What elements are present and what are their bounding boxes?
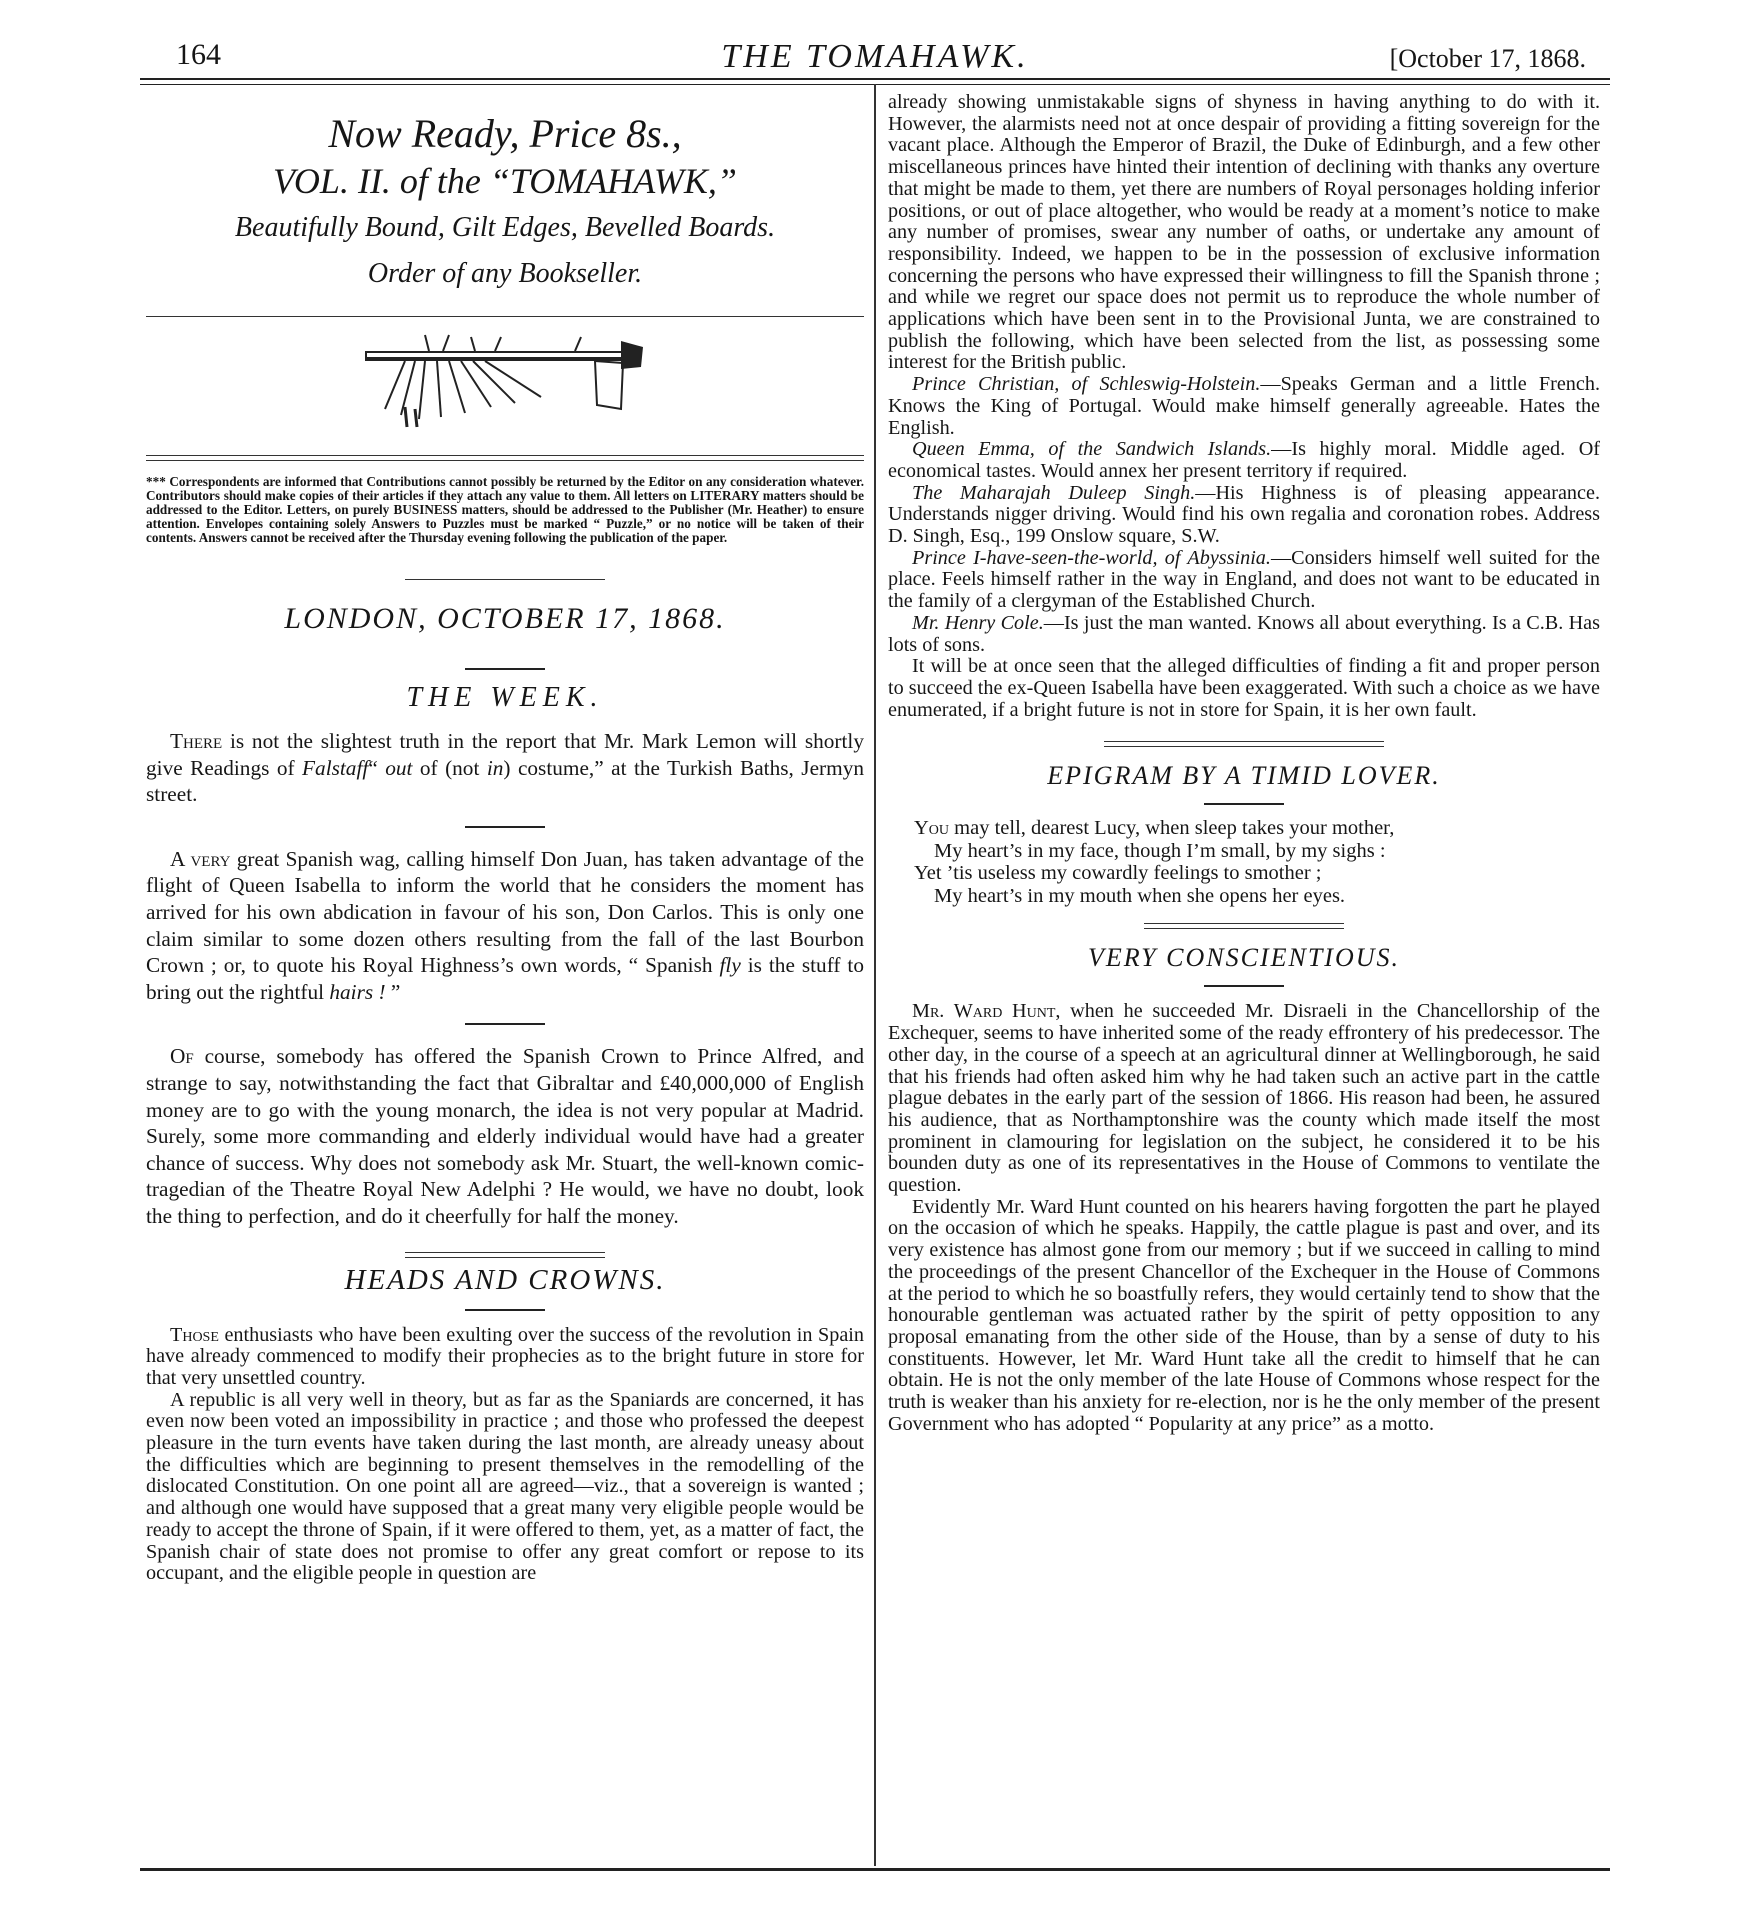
dateline: LONDON, OCTOBER 17, 1868. xyxy=(284,602,726,635)
advert-volume: VOL. II. of the “TOMAHAWK,” xyxy=(273,161,737,201)
divider xyxy=(465,826,545,828)
divider xyxy=(1144,923,1344,929)
divider xyxy=(465,1023,545,1025)
divider xyxy=(1204,803,1284,805)
epigram-poem: You may tell, dearest Lucy, when sleep takes your mother, My heart’s in my face, though I’m small, by my sighs : Yet ’tis useless my cowardly feelings to smother ; My heart’s in my mouth when she opens her eyes. xyxy=(914,817,1395,907)
divider xyxy=(146,316,864,317)
section-heading-conscientious: VERY CONSCIENTIOUS. xyxy=(1088,943,1400,973)
right-column xyxy=(888,92,1600,1435)
divider xyxy=(405,579,605,580)
advert-binding: Beautifully Bound, Gilt Edges, Bevelled Boards. xyxy=(234,212,776,243)
advert-headline: Now Ready, Price 8s., xyxy=(328,111,682,156)
conscientious-article: Mr. Ward Hunt, when he succeeded Mr. Disraeli in the Chancellorship of the Exchequer, seems to have inherited some of the ready effrontery of his predecessor. The other day, in the course of a speech at an agricultural dinner at Wellingborough, he said that his friends had often asked him why he had taken such an active part in the cattle plague debates in the early part of the session of 1866. His reason had been, he assured his audience, that as Northamptonshire was the county which made itself the most prominent in clamouring for legislation on the subject, he considered it to be his bounden duty as one of its representatives in the House of Commons to ventilate the question. Evidently Mr. Ward Hunt counted on his hearers having forgotten the part he played on the occasion of which he speaks. Happily, the cattle plague is past and over, and its very existence has almost gone from our memory ; but if we succeed in calling to mind the proceedings of the present Chancellor of the Exchequer in the House of Commons at the period to which he so boastfully refers, they would certainly tend to show that the honourable gentleman was actuated rather by the spirit of petty opposition to any proposal emanating from the other side of the House, than by a sense of duty to his constituents. However, let Mr. Ward Hunt take all the credit to himself that he can obtain. He is not the only member of the late House of Commons whose respect for the truth is weaker than his anxiety for re-election, nor is he the only member of the present Government who has adopted “ Popularity at any price” as a motto. xyxy=(888,1000,1600,1435)
heads-article-left: Those enthusiasts who have been exulting over the success of the revolution in Spain have already commenced to modify their prophecies as to the bright future in store for that very unsettled country. A republic is all very well in theory, but as far as the Spaniards are concerned, it has even now been voted an impossibility in practice ; and those who professed the deepest pleasure in the turn events have taken during the last month, are already uneasy about the difficulties which are beginning to present themselves in the remodelling of the dislocated Constitution. On one point all are agreed—viz., that a sovereign is wanted ; and although one would have supposed that a great many very eligible people would be ready to accept the throne of Spain, if it were offered to them, yet, as a matter of fact, the Spanish chair of state does not promise to offer any great comfort or repose to its occupant, and the eligible people in question are xyxy=(146,1323,864,1585)
week-item-3: Of course, somebody has offered the Spanish Crown to Prince Alfred, and strange to say, notwithstanding the fact that Gibraltar and £40,000,000 of English money are to go with the young monarch, the idea is not very popular at Madrid. Surely, some more commanding and elderly individual would have had a greater chance of success. Why does not somebody ask Mr. Stuart, the well-known comic-tragedian of the Theatre Royal New Adelphi ? He would, we have no doubt, look the thing to perfection, and do it cheerfully for half the money. xyxy=(146,1044,864,1228)
divider xyxy=(1204,985,1284,987)
notice-text: *** Correspondents are informed that Contributions cannot possibly be returned by the Editor on any consideration whatever. Contributors should make copies of their articles if they attach any value to them. All letters on LITERARY matters should be addressed to the Editor. Letters, on purely BUSINESS matters, should be addressed to the Publisher (Mr. Heather) to ensure attention. Envelopes containing solely Answers to Puzzles must be marked “ Puzzle,” or no notice will be taken of their contents. Answers cannot be received after the Thursday evening following the publication of the paper. xyxy=(146,474,864,545)
page-number: 164 xyxy=(176,38,221,71)
week-item-2: A very great Spanish wag, calling himself Don Juan, has taken advantage of the flight of Queen Isabella to inform the world that he considers the moment has arrived for his own abdication in favour of his son, Don Carlos. This is only one claim similar to some dozen others resulting from the fall of the last Bourbon Crown ; or, to quote his Royal Highness’s own words, “ Spanish fly is the stuff to bring out the rightful hairs ! ” xyxy=(146,846,864,1004)
footer-rule xyxy=(140,1868,1610,1871)
tomahawk-icon xyxy=(345,327,665,437)
column-divider xyxy=(874,84,876,1866)
divider xyxy=(465,668,545,670)
header-rule-top xyxy=(140,78,1610,80)
divider xyxy=(465,1309,545,1311)
page-header xyxy=(140,38,1610,80)
section-heading-heads: HEADS AND CROWNS. xyxy=(344,1263,666,1296)
week-item-1: There is not the slightest truth in the report that Mr. Mark Lemon will shortly give Readings of Falstaff“ out of (not in) costume,” at the Turkish Baths, Jermyn street. xyxy=(146,729,864,807)
masthead-title: THE TOMAHAWK. xyxy=(721,38,1029,75)
divider xyxy=(405,1252,605,1258)
divider xyxy=(146,455,864,461)
tomahawk-illustration xyxy=(146,327,864,447)
advert-order: Order of any Bookseller. xyxy=(367,258,643,289)
section-heading-epigram: EPIGRAM BY A TIMID LOVER. xyxy=(1047,761,1441,791)
correspondents-notice xyxy=(146,475,864,545)
left-column xyxy=(146,92,864,1585)
divider xyxy=(1104,741,1384,747)
section-heading-week: THE WEEK. xyxy=(406,682,604,713)
issue-date: [October 17, 1868. xyxy=(1389,44,1586,73)
heads-article-right: already showing unmistakable signs of shyness in having anything to do with it. However, the alarmists need not at once despair of providing a fitting sovereign for the vacant place. Although the Emperor of Brazil, the Duke of Edinburgh, and a few other miscellaneous princes have hinted their intention of declining with thanks any overture that might be made to them, yet there are numbers of Royal personages holding inferior positions, or out of place altogether, who would be ready at a moment’s notice to make any number of promises, swear any number of oaths, or undertake any amount of responsibility. Indeed, we happen to be in the possession of exclusive information concerning the persons who have expressed their willingness to fill the Spanish throne ; and while we regret our space does not permit us to reproduce the whole number of applications which have been sent in to the Provisional Junta, we are constrained to publish the following, which have been selected from the list, as possessing some interest for the British public. Prince Christian, of Schleswig-Holstein.—Speaks German and a little French. Knows the King of Portugal. Would make himself generally agreeable. Hates the English. Queen Emma, of the Sandwich Islands.—Is highly moral. Middle aged. Of economical tastes. Would annex her present territory if required. The Maharajah Duleep Singh.—His Highness is of pleasing appearance. Understands nigger driving. Would find his own regalia and coronation robes. Address D. Singh, Esq., 199 Onslow square, S.W. Prince I-have-seen-the-world, of Abyssinia.—Considers himself well suited for the place. Feels himself rather in the way in England, and does not want to be educated in the family of a clergyman of the Established Church. Mr. Henry Cole.—Is just the man wanted. Knows all about everything. Is a C.B. Has lots of sons. It will be at once seen that the alleged difficulties of finding a fit and proper person to succeed the ex-Queen Isabella have been exaggerated. With such a choice as we have enumerated, if a bright future is not in store for Spain, it is her own fault. xyxy=(888,91,1601,721)
